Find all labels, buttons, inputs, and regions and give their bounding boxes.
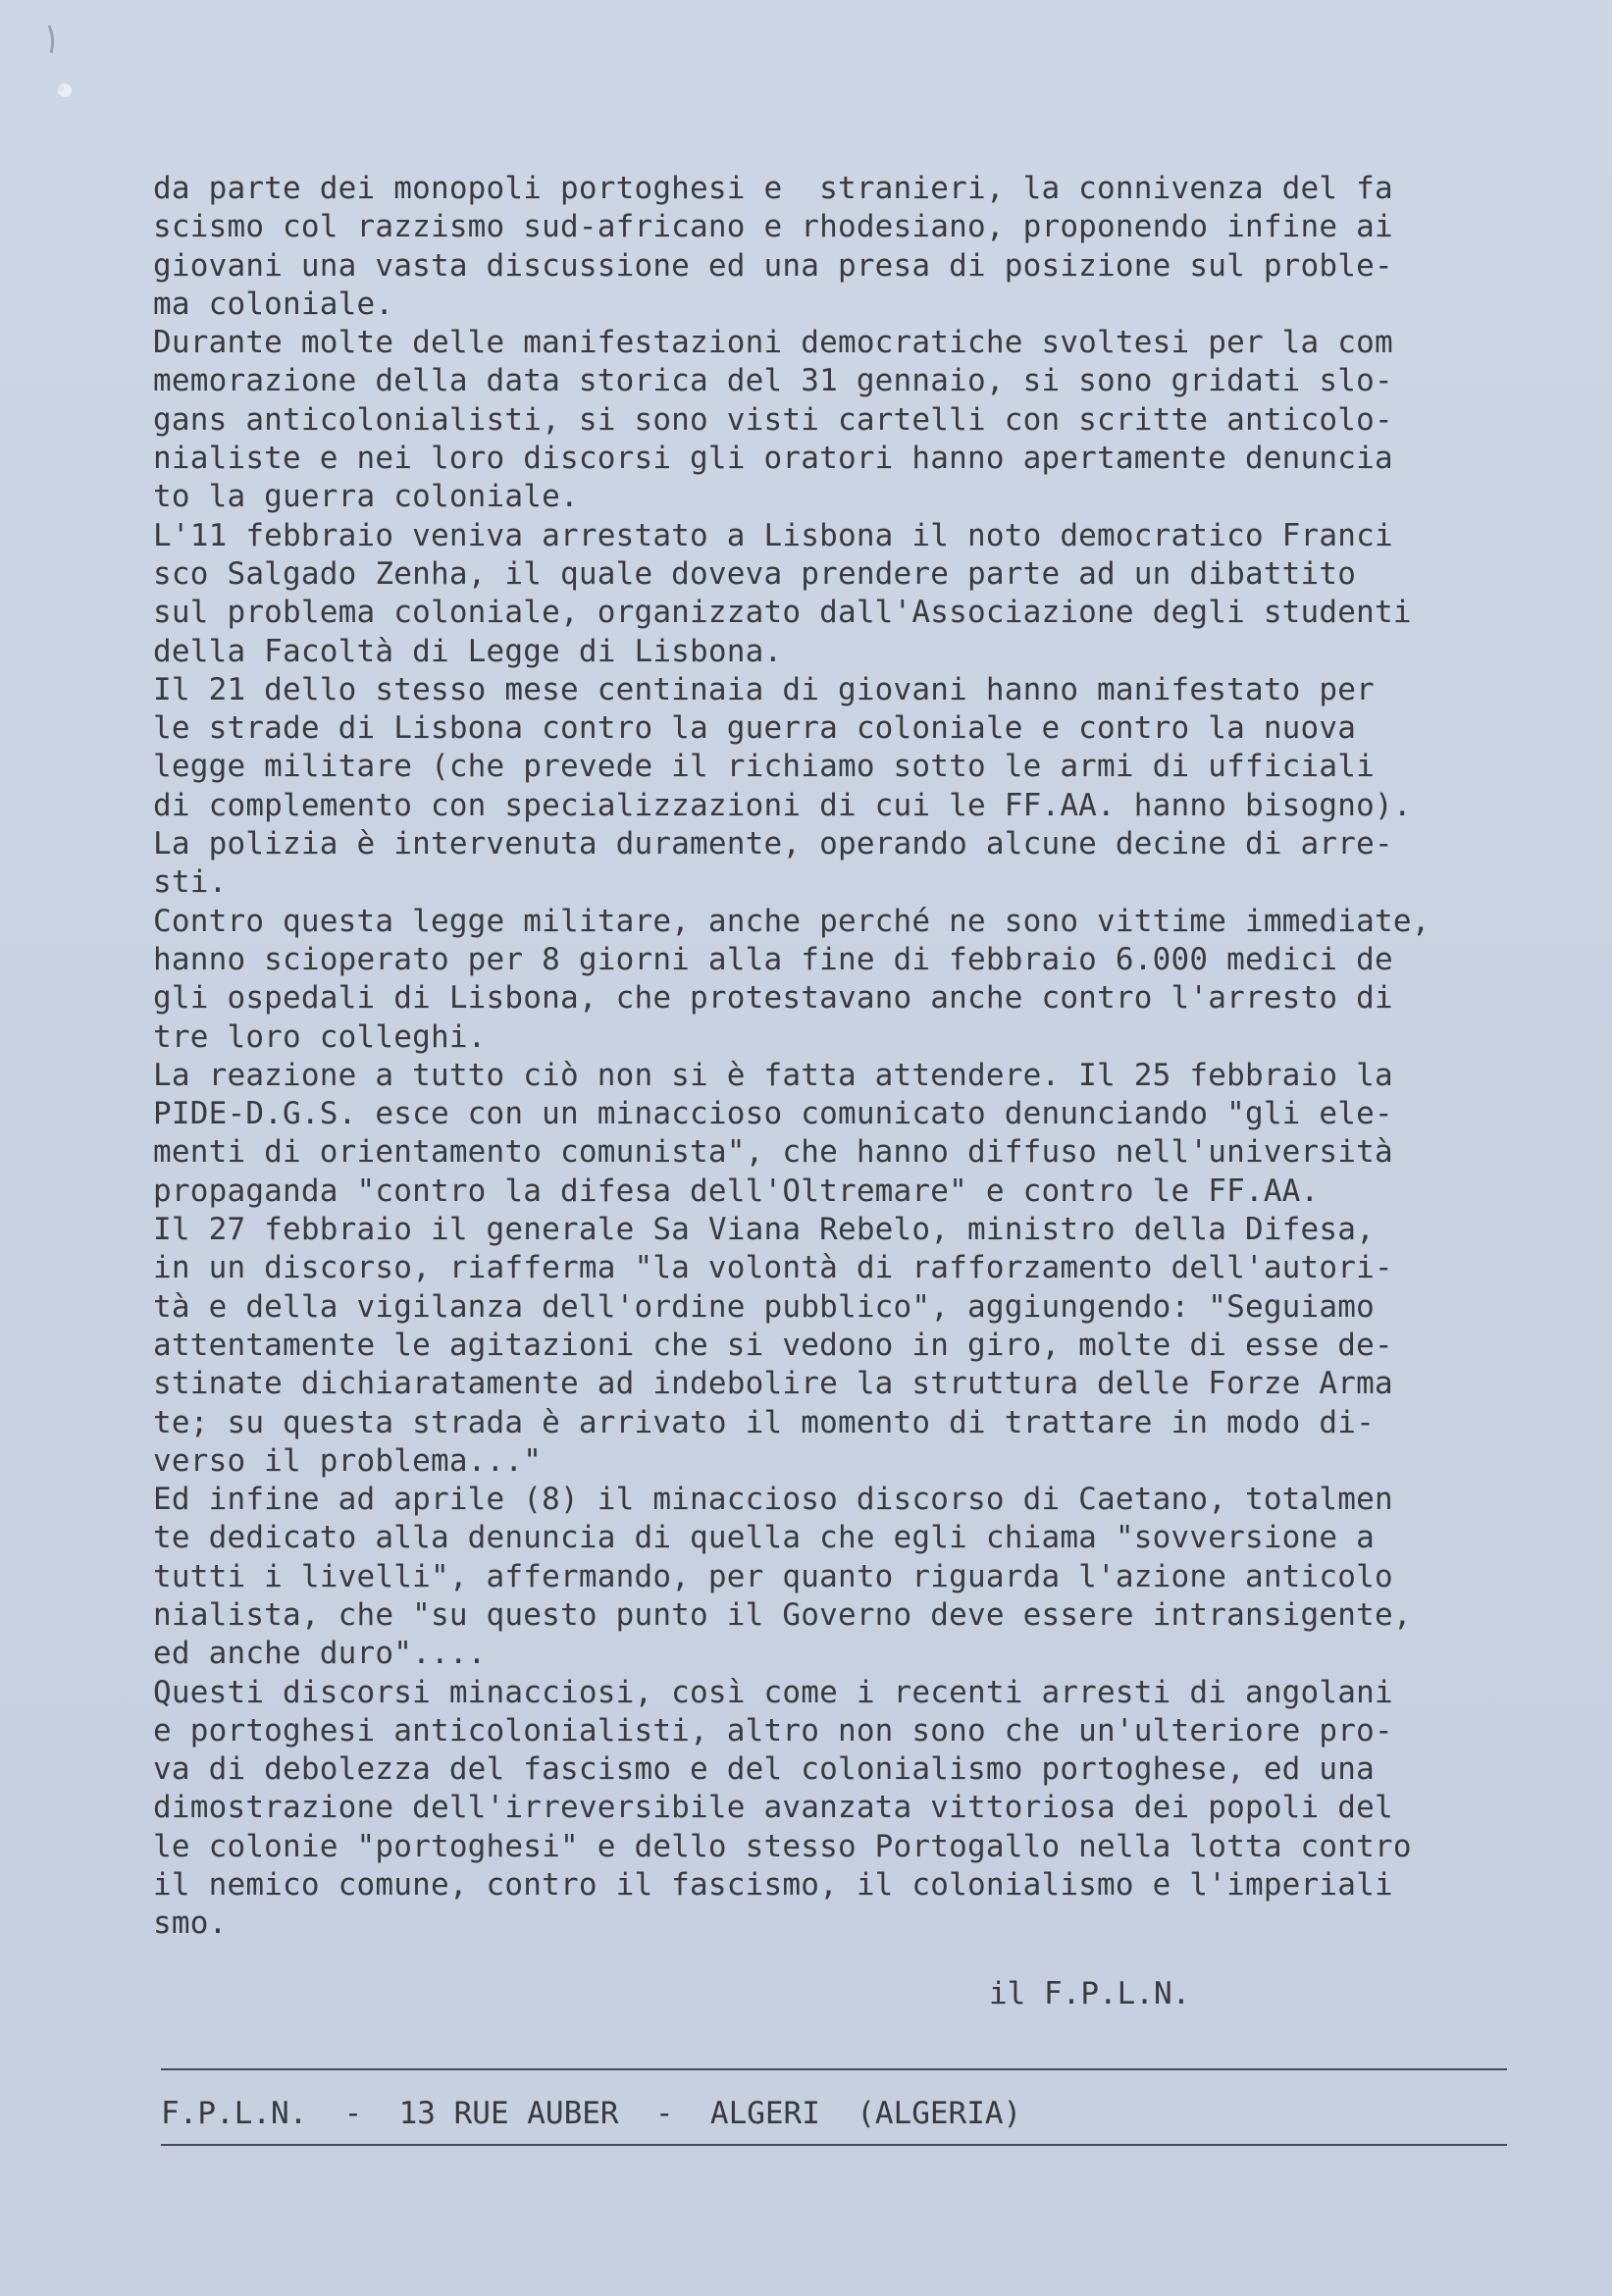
text-line: le colonie "portoghesi" e dello stesso Portogallo nella lotta contro bbox=[153, 1828, 1412, 1864]
text-line: nialista, che "su questo punto il Governo deve essere intransigente, bbox=[153, 1596, 1412, 1633]
text-line: sco Salgado Zenha, il quale doveva prendere parte ad un dibattito bbox=[153, 555, 1357, 592]
text-line: nialiste e nei loro discorsi gli oratori hanno apertamente denuncia bbox=[153, 441, 1393, 477]
text-line: giovani una vasta discussione ed una presa di posizione sul proble- bbox=[153, 247, 1393, 284]
corner-hole-mark bbox=[39, 20, 88, 108]
text-line: memorazione della data storica del 31 gennaio, si sono gridati slo- bbox=[153, 363, 1393, 399]
text-line: te dedicato alla denuncia di quella che egli chiama "sovversione a bbox=[153, 1520, 1375, 1556]
text-line: verso il problema..." bbox=[153, 1442, 543, 1479]
text-line: gans anticolonialisti, si sono visti cartelli con scritte anticolo- bbox=[153, 401, 1393, 438]
text-line: smo. bbox=[153, 1905, 228, 1942]
text-line: sul problema coloniale, organizzato dall'Associazione degli studenti bbox=[153, 595, 1412, 631]
text-line: propaganda "contro la difesa dell'Oltremare" e contro le FF.AA. bbox=[153, 1173, 1320, 1209]
text-line: La polizia è intervenuta duramente, operando alcune decine di arre- bbox=[153, 826, 1393, 862]
text-line: menti di orientamento comunista", che hanno diffuso nell'università bbox=[153, 1134, 1393, 1171]
footer-rule-top bbox=[161, 2068, 1507, 2070]
text-line: da parte dei monopoli portoghesi e stranieri, la connivenza del fa bbox=[153, 171, 1393, 206]
text-line: Durante molte delle manifestazioni democratiche svoltesi per la com bbox=[153, 325, 1393, 361]
document-body bbox=[153, 170, 1566, 1944]
text-line: della Facoltà di Legge di Lisbona. bbox=[153, 633, 783, 669]
text-line: Il 27 febbraio il generale Sa Viana Rebelo, ministro della Difesa, bbox=[153, 1212, 1375, 1248]
text-line: attentamente le agitazioni che si vedono in giro, molte di esse de- bbox=[153, 1327, 1393, 1363]
text-line: tà e della vigilanza dell'ordine pubblico", aggiungendo: "Seguiamo bbox=[153, 1288, 1375, 1325]
text-line: tutti i livelli", affermando, per quanto riguarda l'azione anticolo bbox=[153, 1558, 1393, 1594]
text-line: il nemico comune, contro il fascismo, il colonialismo e l'imperiali bbox=[153, 1867, 1393, 1904]
text-line: gli ospedali di Lisbona, che protestavano anche contro l'arresto di bbox=[153, 980, 1393, 1017]
text-line: L'11 febbraio veniva arrestato a Lisbona il noto democratico Franci bbox=[153, 517, 1393, 553]
signature: il F.P.L.N. bbox=[989, 1976, 1191, 2011]
text-line: ed anche duro".... bbox=[153, 1636, 487, 1672]
text-line: Questi discorsi minacciosi, così come i recenti arresti di angolani bbox=[153, 1674, 1393, 1710]
text-line: Contro questa legge militare, anche perché ne sono vittime immediate, bbox=[153, 903, 1430, 939]
text-line: PIDE-D.G.S. esce con un minaccioso comunicato denunciando "gli ele- bbox=[153, 1096, 1393, 1132]
footer-rule-bottom bbox=[161, 2144, 1507, 2146]
text-line: di complemento con specializzazioni di cui le FF.AA. hanno bisogno). bbox=[153, 787, 1412, 823]
text-line: Il 21 dello stesso mese centinaia di giovani hanno manifestato per bbox=[153, 671, 1375, 707]
text-line: ma coloniale. bbox=[153, 286, 394, 322]
text-line: scismo col razzismo sud-africano e rhodesiano, proponendo infine ai bbox=[153, 209, 1393, 245]
text-line: stinate dichiaratamente ad indebolire la struttura delle Forze Arma bbox=[153, 1366, 1393, 1402]
text-line: Ed infine ad aprile (8) il minaccioso discorso di Caetano, totalmen bbox=[153, 1482, 1393, 1518]
text-line: va di debolezza del fascismo e del colonialismo portoghese, ed una bbox=[153, 1751, 1375, 1788]
text-line: to la guerra coloniale. bbox=[153, 479, 579, 515]
text-line: hanno scioperato per 8 giorni alla fine di febbraio 6.000 medici de bbox=[153, 941, 1393, 977]
text-line: La reazione a tutto ciò non si è fatta attendere. Il 25 febbraio la bbox=[153, 1057, 1393, 1093]
text-line: te; su questa strada è arrivato il momento di trattare in modo di- bbox=[153, 1404, 1375, 1440]
text-line: in un discorso, riafferma "la volontà di rafforzamento dell'autori- bbox=[153, 1250, 1393, 1286]
footer-address: F.P.L.N. - 13 RUE AUBER - ALGERI (ALGERIA) bbox=[161, 2096, 1022, 2131]
text-line: legge militare (che prevede il richiamo sotto le armi di ufficiali bbox=[153, 749, 1375, 785]
text-line: e portoghesi anticolonialisti, altro non sono che un'ulteriore pro- bbox=[153, 1712, 1393, 1748]
text-line: dimostrazione dell'irreversibile avanzata vittoriosa dei popoli del bbox=[153, 1790, 1393, 1826]
text-line: tre loro colleghi. bbox=[153, 1018, 487, 1055]
text-line: sti. bbox=[153, 864, 228, 901]
text-line: le strade di Lisbona contro la guerra coloniale e contro la nuova bbox=[153, 710, 1357, 747]
